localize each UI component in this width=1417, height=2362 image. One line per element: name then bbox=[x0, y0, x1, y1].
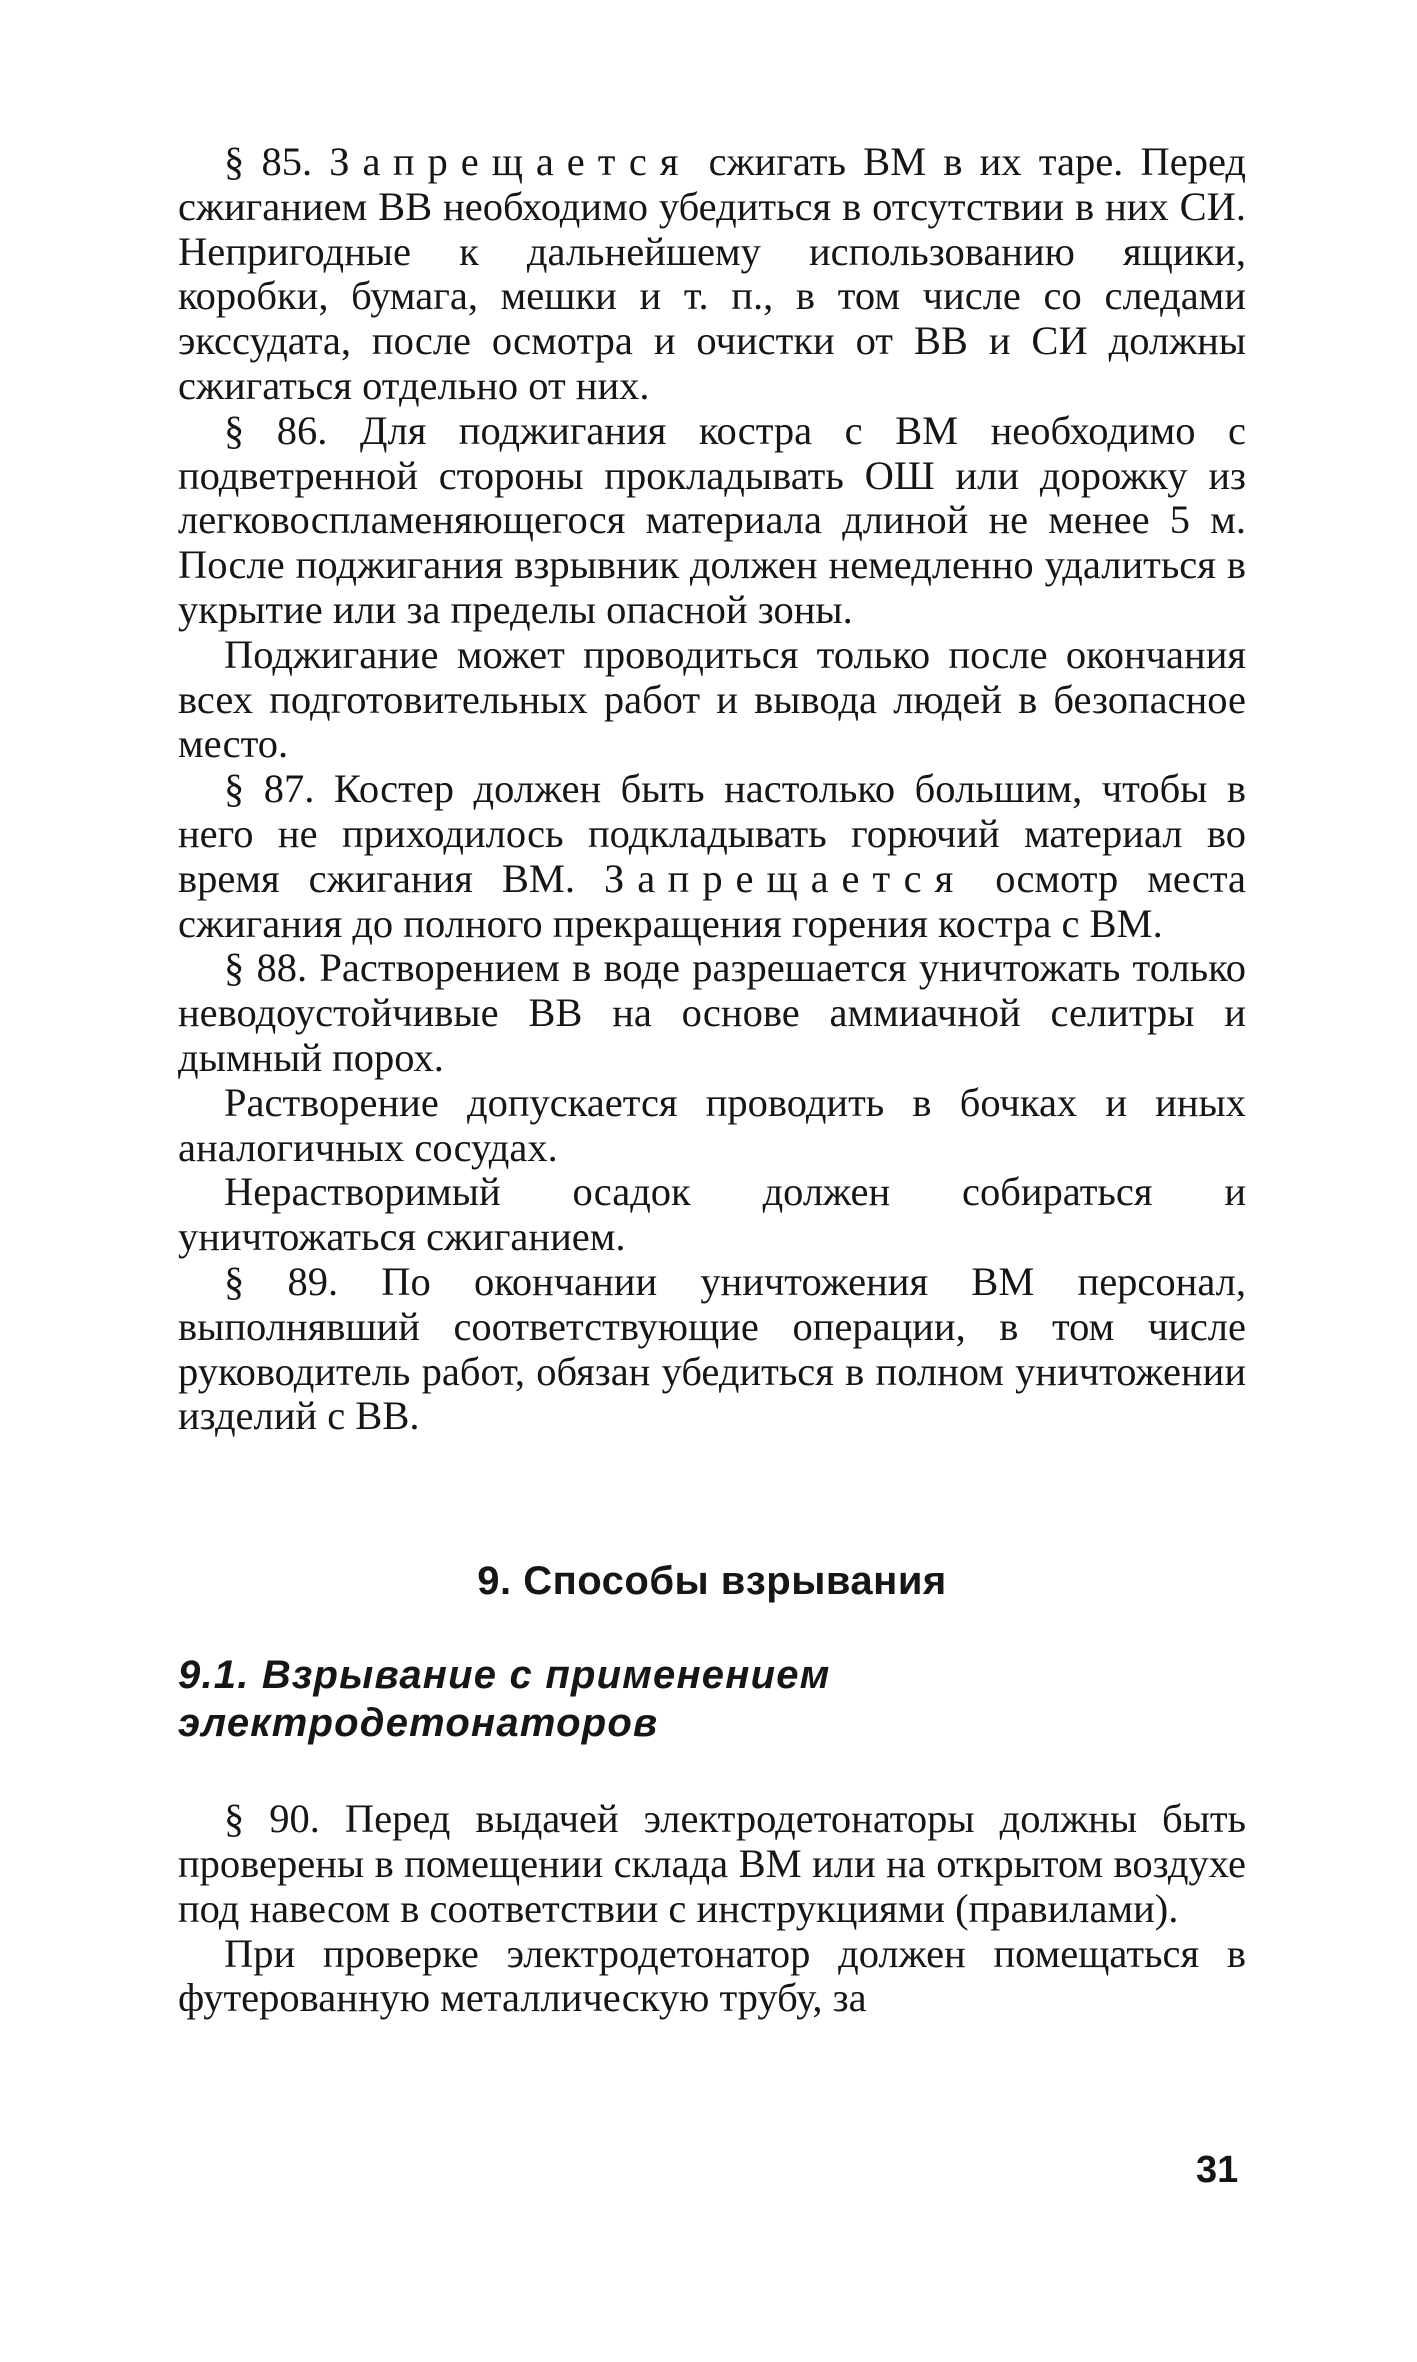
paragraph-89: § 89. По окончании уничтожения ВМ персонал, выполнявший соответствующие операции, в том числе руководитель работ, обязан убедиться в полном уничтожении изделий с ВВ. bbox=[178, 1258, 1246, 1439]
paragraph-87-prefix: § 87. Костер должен быть настолько большим, чтобы в него не приходилось подкладывать горючий материал во время сжигания ВМ. bbox=[178, 766, 1246, 901]
paragraph-85 bbox=[178, 140, 1246, 409]
subsection-heading: 9.1. Взрывание с применением электродетонаторов bbox=[178, 1653, 831, 1746]
paragraph-88: § 88. Растворением в воде разрешается уничтожать только неводоустойчивые ВВ на основе аммиачной селитры и дымный порох. bbox=[178, 945, 1246, 1080]
section-heading: 9. Способы взрывания bbox=[477, 1559, 947, 1604]
paragraph-86: § 86. Для поджигания костра с ВМ необходимо с подветренной стороны прокладывать ОШ или дорожку из легковоспламеняющегося материала длиной не менее 5 м. После поджигания взрывник должен немедленно удалиться в укрытие или за пределы опасной зоны. bbox=[178, 407, 1246, 632]
paragraph-88-continuation-2: Нерастворимый осадок должен собираться и уничтожаться сжиганием. bbox=[178, 1169, 1246, 1260]
paragraph-87-text: осмотр места сжигания до полного прекращения горения костра с ВМ. bbox=[178, 855, 1247, 946]
page-number: 31 bbox=[1196, 2149, 1239, 2191]
paragraph-90: § 90. Перед выдачей электродетонаторы должны быть проверены в помещении склада ВМ или на открытом воздухе под навесом в соответствии с инструкциями (правилами). bbox=[178, 1796, 1246, 1931]
paragraph-86-continuation: Поджигание может проводиться только после окончания всех подготовительных работ и вывода людей в безопасное место. bbox=[178, 631, 1246, 767]
page-body bbox=[178, 140, 1246, 2021]
paragraph-87-emphasis: Запрещается bbox=[604, 855, 967, 901]
paragraph-85-emphasis: Запрещается bbox=[329, 139, 692, 184]
paragraph-88-continuation-1: Растворение допускается проводить в бочках и иных аналогичных сосудах. bbox=[178, 1079, 1246, 1170]
paragraph-85-text: сжигать ВМ в их таре. Перед сжиганием ВВ необходимо убедиться в отсутствии в них СИ. Непригодные к дальнейшему использованию ящики, коробки, бумага, мешки и т. п., в том числе со следами экссудата, после осмотра и очистки от ВВ и СИ должны сжигаться отдельно от них. bbox=[178, 139, 1247, 408]
paragraph-87 bbox=[178, 767, 1246, 946]
paragraph-90-continuation: При проверке электродетонатор должен помещаться в футерованную металлическую трубу, за bbox=[178, 1930, 1246, 2021]
paragraph-85-prefix: § 85. bbox=[224, 139, 330, 184]
